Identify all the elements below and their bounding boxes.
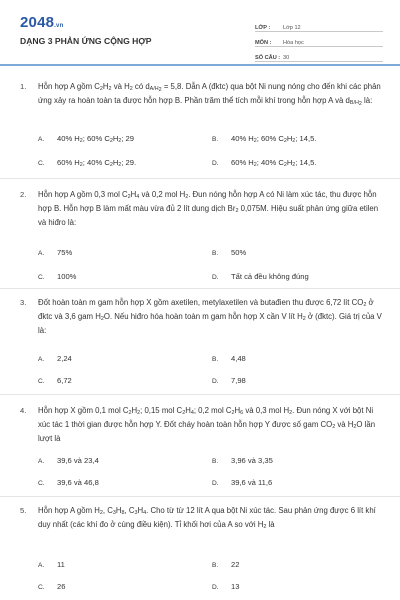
- question-number: 5.: [20, 506, 27, 515]
- answer-option-c[interactable]: [38, 376, 72, 385]
- option-letter: A.: [38, 136, 45, 143]
- question-divider: [0, 288, 400, 289]
- answer-option-d[interactable]: [212, 478, 272, 487]
- answer-option-b[interactable]: [212, 134, 316, 143]
- answer-option-a[interactable]: [38, 560, 65, 569]
- question-divider: [0, 178, 400, 179]
- question-number: 3.: [20, 298, 27, 307]
- document-header: [0, 0, 400, 66]
- question-divider: [0, 496, 400, 497]
- document-title: DẠNG 3 PHẢN ỨNG CỘNG HỢP: [20, 36, 152, 46]
- option-letter: A.: [38, 458, 45, 465]
- question-text: Hỗn hợp A gồm $C_2H_2$ và $H_2$ có $d_{A/H_2} = 5,8$. Dẫn A (đktc) qua bột Ni nung nóng cho đến khi các phản ứng xảy ra hoàn toàn ta được hỗn hợp B. Phần trăm thể tích mỗi khí trong hỗn hợp A và $d_{B/H_2}$ là:: [38, 82, 381, 108]
- document-meta: [255, 17, 383, 62]
- meta-label: MÔN :: [255, 40, 272, 46]
- site-logo[interactable]: [20, 14, 63, 31]
- option-text: 100%: [57, 272, 77, 281]
- logo-main: 2048: [20, 14, 55, 31]
- option-text: 3,96 và 3,35: [231, 456, 273, 465]
- option-letter: C.: [38, 584, 45, 591]
- answer-option-b[interactable]: [212, 354, 246, 363]
- question-text: Hỗn hợp X gồm 0,1 mol $C_2H_2$; 0,15 mol $C_2H_4$; 0,2 mol $C_2H_6$ và 0,3 mol $H_2$. Đun nóng X với bột Ni xúc tác 1 thời gian được hỗn hợp Y. Đốt cháy hoàn toàn hỗn hợp Y được số gam $CO_2$ và $H_2O$ lần lượt là: [38, 406, 376, 444]
- option-letter: D.: [212, 378, 219, 385]
- option-text: 22: [231, 560, 240, 569]
- option-letter: A.: [38, 250, 45, 257]
- answer-option-b[interactable]: [212, 560, 239, 569]
- option-letter: B.: [212, 356, 219, 363]
- option-text: 40% $H_2$; 60% $C_2H_2$; 29: [57, 134, 134, 144]
- option-text: Tất cả đều không đúng: [231, 272, 309, 281]
- meta-row-class: [255, 17, 383, 32]
- question-text: Hỗn hợp A gồm 0,3 mol $C_2H_4$ và 0,2 mol $H_2$. Đun nóng hỗn hợp A có Ni làm xúc tác, thu được hỗn hợp B. Hỗn hợp B làm mất màu vừa đủ 2 lít dung dịch $Br_2$ 0,075M. Hiệu suất phản ứng giữa etilen và hiđro là:: [38, 190, 379, 228]
- question-divider: [0, 394, 400, 395]
- answer-option-c[interactable]: [38, 272, 76, 281]
- answer-option-c[interactable]: [38, 478, 99, 487]
- option-letter: C.: [38, 160, 45, 167]
- option-letter: B.: [212, 458, 219, 465]
- option-text: 39,6 và 11,6: [231, 478, 273, 487]
- answer-option-a[interactable]: [38, 456, 99, 465]
- option-text: 75%: [57, 248, 73, 257]
- answer-option-d[interactable]: [212, 272, 309, 281]
- option-letter: A.: [38, 356, 45, 363]
- option-letter: D.: [212, 160, 219, 167]
- option-letter: B.: [212, 562, 219, 569]
- answer-option-b[interactable]: [212, 456, 273, 465]
- option-letter: C.: [38, 274, 45, 281]
- option-letter: C.: [38, 378, 45, 385]
- option-letter: C.: [38, 480, 45, 487]
- option-text: 39,6 và 23,4: [57, 456, 99, 465]
- option-text: 11: [57, 560, 65, 569]
- question-number: 4.: [20, 406, 27, 415]
- answer-option-c[interactable]: [38, 582, 65, 591]
- meta-label: LỚP :: [255, 25, 271, 31]
- answer-option-a[interactable]: [38, 354, 72, 363]
- logo-sub: .vn: [54, 23, 64, 29]
- option-letter: D.: [212, 274, 219, 281]
- meta-value: Hóa học: [283, 40, 304, 46]
- question-number: 2.: [20, 190, 27, 199]
- option-text: 60% $H_2$; 40% $C_2H_2$; 29.: [57, 158, 137, 168]
- option-text: 39,6 và 46,8: [57, 478, 99, 487]
- answer-option-a[interactable]: [38, 134, 134, 143]
- meta-row-count: [255, 47, 383, 62]
- option-text: 7,98: [231, 376, 246, 385]
- option-text: 40% $H_2$; 60% $C_2H_2$; 14,5.: [231, 134, 317, 144]
- option-text: 6,72: [57, 376, 72, 385]
- meta-label: SỐ CÂU :: [255, 55, 281, 61]
- option-text: 50%: [231, 248, 247, 257]
- option-text: 26: [57, 582, 66, 591]
- option-letter: A.: [38, 562, 45, 569]
- question-text: Hỗn hợp A gồm $H_2$, $C_3H_8$, $C_3H_4$. Cho từ từ 12 lít A qua bột Ni xúc tác. Sau phản ứng được 6 lít khí duy nhất (các khí đo ở cùng điều kiện). Tỉ khối hơi của A so với $H_2$ là: [38, 506, 376, 531]
- meta-value: Lớp 12: [283, 25, 301, 31]
- option-letter: B.: [212, 136, 219, 143]
- option-text: 60% $H_2$; 40% $C_2H_2$; 14,5.: [231, 158, 317, 168]
- option-text: 4,48: [231, 354, 246, 363]
- option-letter: B.: [212, 250, 219, 257]
- option-letter: D.: [212, 584, 219, 591]
- option-text: 13: [231, 582, 240, 591]
- answer-option-c[interactable]: [38, 158, 136, 167]
- answer-option-b[interactable]: [212, 248, 246, 257]
- answer-option-a[interactable]: [38, 248, 72, 257]
- answer-option-d[interactable]: [212, 158, 316, 167]
- question-text: Đốt hoàn toàn m gam hỗn hợp X gồm axetilen, metylaxetilen và butađien thu được 6,72 lít $CO_2$ ở đktc và 3,6 gam $H_2O$. Nếu hiđro hóa hoàn toàn m gam hỗn hợp X cần V lít $H_2$ ở (đktc). Giá trị của V là:: [38, 298, 382, 336]
- meta-value: 30: [283, 55, 290, 61]
- answer-option-d[interactable]: [212, 582, 239, 591]
- meta-row-subject: [255, 32, 383, 47]
- option-letter: D.: [212, 480, 219, 487]
- option-text: 2,24: [57, 354, 72, 363]
- question-number: 1.: [20, 82, 27, 91]
- answer-option-d[interactable]: [212, 376, 246, 385]
